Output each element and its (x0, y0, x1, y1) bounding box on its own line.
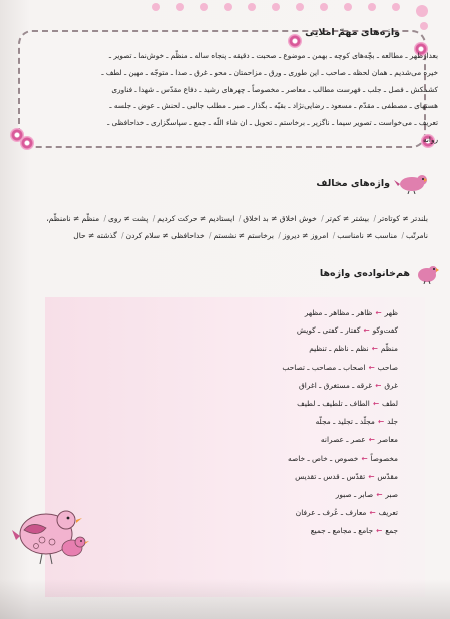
family-row (38, 522, 398, 540)
decor-dot (152, 3, 160, 11)
family-related: معارف ـ عُرف ـ عرفان (295, 508, 367, 518)
family-word: غرق (384, 380, 398, 390)
family-row (38, 395, 398, 413)
family-word: مقدّس (377, 471, 398, 481)
decor-dot (248, 3, 256, 11)
decor-dot (392, 3, 400, 11)
family-related: نظم ـ ناظم ـ تنظیم (309, 344, 369, 354)
family-word: صبر (385, 490, 398, 500)
family-word: لطف (382, 399, 398, 409)
family-row (38, 468, 398, 486)
family-related: گفتار ـ گفتی ـ گویش (296, 326, 361, 336)
arrow-left-icon: ← (376, 490, 383, 500)
arrow-left-icon: ← (377, 417, 385, 427)
arrow-left-icon: ← (368, 435, 375, 445)
spelling-title-text: واژه‌های مهمّ املایی (305, 26, 400, 38)
decor-dot (320, 3, 328, 11)
family-row (38, 450, 398, 468)
arrow-left-icon: ← (371, 344, 378, 354)
arrow-left-icon: ← (375, 308, 382, 317)
decor-dot (224, 3, 232, 11)
family-related: مجلّد ـ تجلید ـ مجلّه (315, 417, 375, 427)
opposites-heading (316, 172, 428, 194)
decor-dot (176, 3, 184, 11)
flower-icon (288, 34, 302, 48)
opposite-pair: بیشتر ≠ کم‌تر (325, 214, 370, 223)
bird-icon (394, 172, 428, 194)
family-word: جمع (385, 526, 398, 536)
family-word: معاصر (377, 435, 398, 445)
family-word: گفت‌وگو (372, 326, 398, 336)
family-related: اصحاب ـ مصاحب ـ تصاحب (282, 362, 366, 372)
spelling-line: روانه (422, 134, 438, 144)
opposite-pair: مناسب ≠ نامناسب (337, 230, 398, 240)
family-row (38, 431, 398, 449)
spelling-line: هستهای ـ مصطفی ـ مقدّم ـ مسعود ـ رضایی‌نژاد ـ بقیّه ـ بگذار ـ صبر ـ مطلب جالبی ـ لحنش ـ عوض ـ جلسه ـ (109, 101, 438, 111)
opposite-pair: منظّم ≠ نامنظّم، (46, 214, 100, 223)
family-row (38, 504, 398, 522)
spelling-word-list (43, 48, 438, 149)
family-row (38, 377, 398, 395)
family-related: الطاف ـ تلطیف ـ لطیف (297, 399, 370, 409)
decor-dot (200, 3, 208, 11)
family-word: تعریف (378, 508, 398, 518)
arrow-left-icon: ← (368, 471, 375, 481)
opposites-list (8, 211, 428, 244)
decor-dot (416, 5, 428, 17)
flower-icon (20, 136, 34, 150)
family-word: ظهر (384, 308, 398, 317)
spelling-line: بعدازظهر ـ مطالعه ـ بچّه‌های کوچه ـ بهمن ـ موضوع ـ صحبت ـ دقیقه ـ پنجاه ساله ـ منظّم ـ خوش‌نما ـ تصویر ـ (108, 51, 438, 60)
decor-dot (272, 3, 280, 11)
opposite-pair: برخاستم ≠ نشستم (213, 230, 275, 240)
family-row (38, 304, 398, 322)
family-word: مخصوصاً (370, 453, 398, 463)
family-title: هم‌خانواده‌ی واژه‌ها (319, 267, 410, 279)
family-related: تقدّس ـ قدس ـ تقدیس (295, 471, 366, 481)
bird-icon (414, 262, 440, 284)
decor-dot (296, 3, 304, 11)
opposites-row: بلندتر ≠ کوتاه‌تر/ بیشتر ≠ کم‌تر/ خوش اخلاق ≠ بد اخلاق/ ایستادیم ≠ حرکت کردیم/ پشت ≠ روی/ منظّم ≠ نامنظّم، (46, 214, 428, 223)
spelling-title (305, 22, 400, 42)
opposite-pair: خوش اخلاق ≠ بد اخلاق (243, 214, 317, 223)
family-related: عصر ـ عصرانه (320, 435, 366, 445)
family-row (38, 486, 398, 504)
opposite-pair: خداحافظی ≠ سلام کردن (125, 230, 205, 240)
family-row (38, 322, 398, 340)
family-related: صابر ـ صبور (335, 490, 374, 500)
opposites-row: نامرتّب/ مناسب ≠ نامناسب/ امروز ≠ دیروز/ برخاستم ≠ نشستم/ خداحافظی ≠ سلام کردن/ گذشته ≠ حال (73, 230, 428, 240)
family-related: جامع ـ مجامع ـ جمیع (310, 526, 374, 536)
family-related: خصوص ـ خاص ـ خاصه (288, 453, 359, 463)
arrow-left-icon: ← (361, 453, 368, 463)
family-related: ظاهر ـ مظاهر ـ مظهر (304, 308, 373, 317)
arrow-left-icon: ← (372, 399, 380, 409)
decor-dot (368, 3, 376, 11)
family-related: غرقه ـ مستغرق ـ اغراق (299, 380, 373, 390)
spelling-line: خیره می‌شدیم ـ همان لحظه ـ صاحب ـ این طوری ـ ورق ـ مزاحمتان ـ محو ـ غرق ـ صدا ـ متوجّه ـ مهین ـ لطف ـ (101, 67, 438, 77)
decor-dot (344, 3, 352, 11)
family-row (38, 413, 398, 431)
family-heading (320, 262, 440, 284)
arrow-left-icon: ← (376, 526, 383, 536)
arrow-left-icon: ← (368, 362, 375, 372)
family-word: صاحب (377, 362, 398, 372)
family-word-list (38, 304, 398, 541)
opposite-pair: پشت ≠ روی (108, 214, 149, 223)
opposite-pair: بلندتر ≠ کوتاه‌تر (377, 214, 428, 223)
family-row (38, 359, 398, 377)
decor-dot (420, 22, 428, 30)
opposite-pair: نامرتّب (406, 230, 428, 240)
family-word: منظّم (380, 344, 398, 354)
spelling-line: کشمکش ـ فصل ـ جلب ـ فهرست مطالب ـ معاصر ـ مخصوصاً ـ چهرهای رشید ـ دفاع مقدّس ـ شهدا ـ فناوری (111, 84, 438, 94)
opposite-pair: ایستادیم ≠ حرکت کردیم (157, 214, 235, 223)
family-word: جلد (387, 417, 398, 427)
page-edge-shadow (0, 579, 450, 619)
bird-illustration (12, 490, 92, 570)
opposites-title: واژه‌های مخالف (316, 177, 390, 189)
arrow-left-icon: ← (363, 326, 370, 336)
arrow-left-icon: ← (375, 380, 382, 390)
spelling-line: تعریف ـ می‌خواست ـ تصویر سیما ـ ناگزیر ـ برخاستم ـ تحویل ـ ان شاء اللّه ـ جمع ـ سپاسگزاری ـ خداحافظی ـ (107, 118, 438, 128)
arrow-left-icon: ← (369, 508, 376, 518)
opposite-pair: گذشته ≠ حال (73, 230, 117, 240)
opposite-pair: امروز ≠ دیروز (282, 230, 329, 240)
family-row (38, 340, 398, 358)
